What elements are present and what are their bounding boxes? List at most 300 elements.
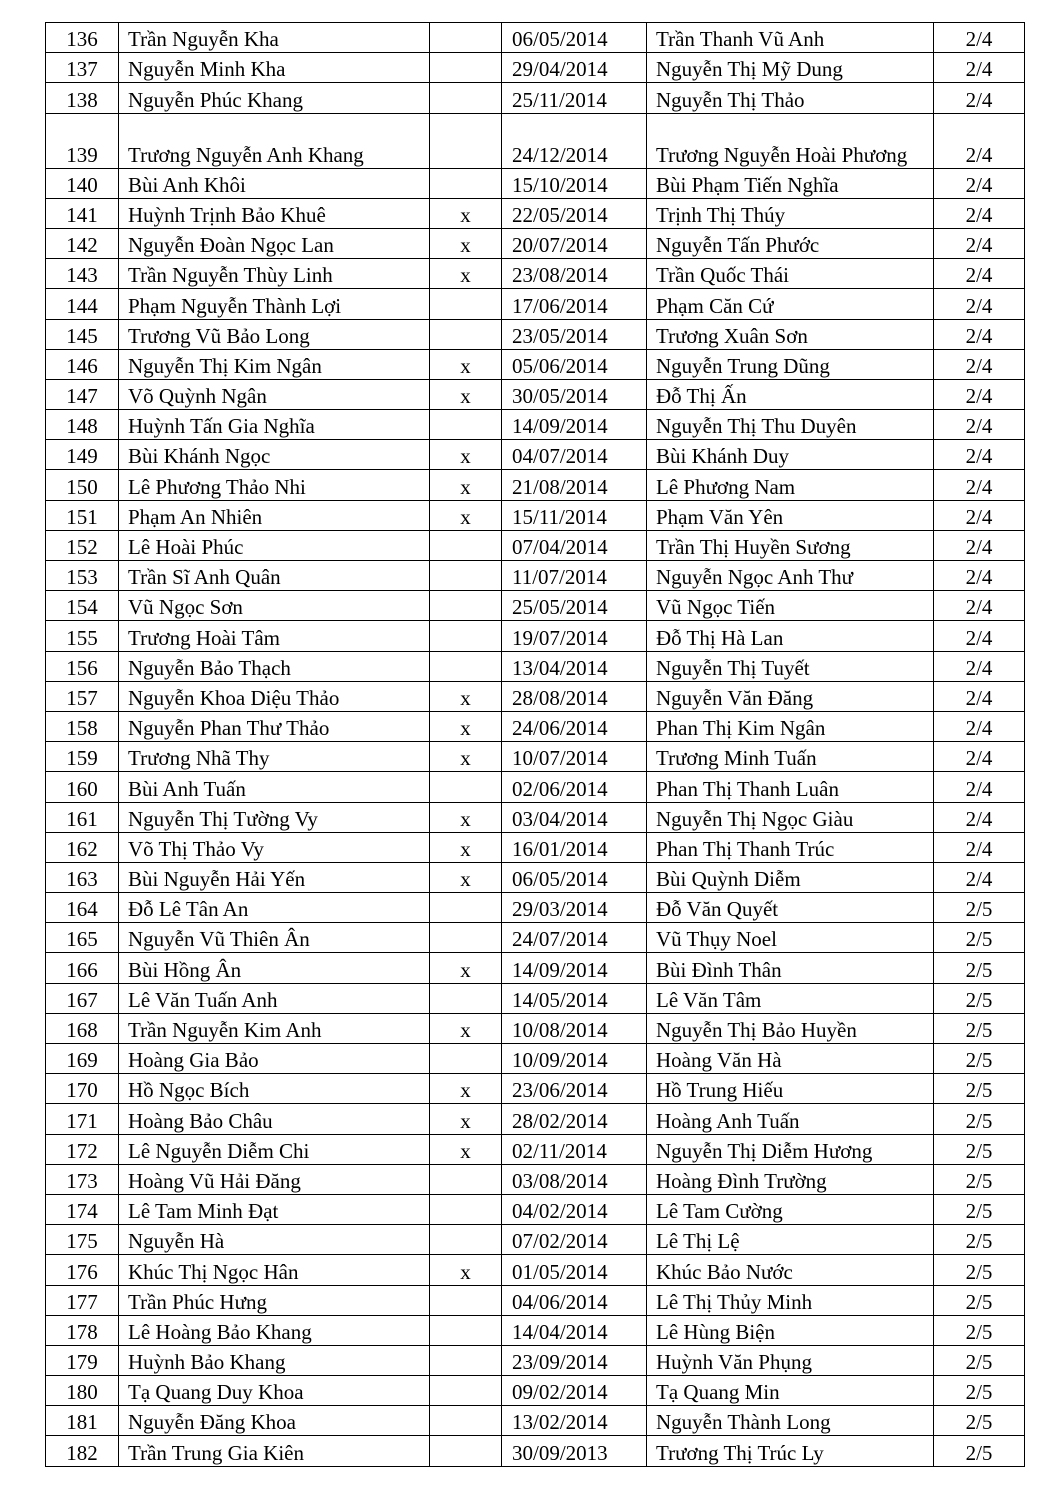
- class-label: 2/4: [934, 802, 1025, 832]
- table-row: [46, 711, 1025, 741]
- student-name: Nguyễn Đăng Khoa: [119, 1406, 430, 1436]
- student-name: Nguyễn Khoa Diệu Thảo: [119, 681, 430, 711]
- birth-date: 23/09/2014: [502, 1345, 647, 1375]
- class-label: 2/5: [934, 1194, 1025, 1224]
- birth-date: 24/07/2014: [502, 923, 647, 953]
- row-number: 159: [46, 742, 119, 772]
- student-name: Lê Nguyễn Diễm Chi: [119, 1134, 430, 1164]
- female-mark: x: [430, 379, 502, 409]
- student-name: Trần Trung Gia Kiên: [119, 1436, 430, 1466]
- student-name: Vũ Ngọc Sơn: [119, 591, 430, 621]
- table-row: [46, 742, 1025, 772]
- row-number: 175: [46, 1225, 119, 1255]
- class-label: 2/4: [934, 53, 1025, 83]
- parent-name: Trương Nguyễn Hoài Phương: [647, 113, 934, 168]
- female-mark: [430, 113, 502, 168]
- student-name: Nguyễn Minh Kha: [119, 53, 430, 83]
- parent-name: Hồ Trung Hiếu: [647, 1074, 934, 1104]
- class-label: 2/4: [934, 349, 1025, 379]
- row-number: 161: [46, 802, 119, 832]
- student-name: Bùi Anh Khôi: [119, 168, 430, 198]
- class-label: 2/4: [934, 379, 1025, 409]
- student-name: Huỳnh Bảo Khang: [119, 1345, 430, 1375]
- female-mark: [430, 772, 502, 802]
- female-mark: x: [430, 711, 502, 741]
- female-mark: [430, 1225, 502, 1255]
- class-label: 2/4: [934, 832, 1025, 862]
- student-name: Võ Quỳnh Ngân: [119, 379, 430, 409]
- female-mark: [430, 83, 502, 113]
- class-label: 2/5: [934, 1406, 1025, 1436]
- row-number: 147: [46, 379, 119, 409]
- table-row: [46, 349, 1025, 379]
- table-row: [46, 228, 1025, 258]
- row-number: 149: [46, 440, 119, 470]
- table-row: [46, 1436, 1025, 1466]
- class-label: 2/4: [934, 410, 1025, 440]
- birth-date: 15/10/2014: [502, 168, 647, 198]
- row-number: 143: [46, 259, 119, 289]
- student-name: Trần Nguyễn Kim Anh: [119, 1013, 430, 1043]
- row-number: 162: [46, 832, 119, 862]
- female-mark: x: [430, 1104, 502, 1134]
- birth-date: 10/07/2014: [502, 742, 647, 772]
- table-row: [46, 1044, 1025, 1074]
- student-name: Bùi Nguyễn Hải Yến: [119, 862, 430, 892]
- student-name: Nguyễn Thị Tường Vy: [119, 802, 430, 832]
- female-mark: x: [430, 228, 502, 258]
- parent-name: Bùi Quỳnh Diễm: [647, 862, 934, 892]
- row-number: 181: [46, 1406, 119, 1436]
- row-number: 163: [46, 862, 119, 892]
- student-list-table: [45, 22, 1025, 1467]
- row-number: 174: [46, 1194, 119, 1224]
- row-number: 141: [46, 198, 119, 228]
- birth-date: 04/07/2014: [502, 440, 647, 470]
- row-number: 142: [46, 228, 119, 258]
- table-row: [46, 1376, 1025, 1406]
- female-mark: x: [430, 681, 502, 711]
- table-row: [46, 1406, 1025, 1436]
- birth-date: 10/09/2014: [502, 1044, 647, 1074]
- birth-date: 29/03/2014: [502, 893, 647, 923]
- class-label: 2/4: [934, 23, 1025, 53]
- birth-date: 11/07/2014: [502, 561, 647, 591]
- birth-date: 23/05/2014: [502, 319, 647, 349]
- row-number: 138: [46, 83, 119, 113]
- birth-date: 13/02/2014: [502, 1406, 647, 1436]
- parent-name: Lê Thị Lệ: [647, 1225, 934, 1255]
- parent-name: Bùi Khánh Duy: [647, 440, 934, 470]
- student-name: Hoàng Vũ Hải Đăng: [119, 1164, 430, 1194]
- parent-name: Huỳnh Văn Phụng: [647, 1345, 934, 1375]
- female-mark: [430, 410, 502, 440]
- female-mark: [430, 53, 502, 83]
- birth-date: 14/09/2014: [502, 953, 647, 983]
- birth-date: 25/05/2014: [502, 591, 647, 621]
- female-mark: x: [430, 470, 502, 500]
- class-label: 2/5: [934, 893, 1025, 923]
- female-mark: [430, 983, 502, 1013]
- female-mark: x: [430, 259, 502, 289]
- parent-name: Trần Quốc Thái: [647, 259, 934, 289]
- row-number: 166: [46, 953, 119, 983]
- row-number: 155: [46, 621, 119, 651]
- student-name: Trương Nguyễn Anh Khang: [119, 113, 430, 168]
- female-mark: [430, 1436, 502, 1466]
- table-row: [46, 681, 1025, 711]
- birth-date: 14/04/2014: [502, 1315, 647, 1345]
- female-mark: x: [430, 742, 502, 772]
- birth-date: 02/11/2014: [502, 1134, 647, 1164]
- class-label: 2/5: [934, 1104, 1025, 1134]
- class-label: 2/5: [934, 1164, 1025, 1194]
- table-row: [46, 168, 1025, 198]
- female-mark: [430, 893, 502, 923]
- female-mark: [430, 561, 502, 591]
- parent-name: Nguyễn Thị Tuyết: [647, 651, 934, 681]
- class-label: 2/4: [934, 198, 1025, 228]
- table-row: [46, 198, 1025, 228]
- birth-date: 07/04/2014: [502, 530, 647, 560]
- row-number: 167: [46, 983, 119, 1013]
- row-number: 180: [46, 1376, 119, 1406]
- row-number: 160: [46, 772, 119, 802]
- table-row: [46, 83, 1025, 113]
- parent-name: Phan Thị Kim Ngân: [647, 711, 934, 741]
- birth-date: 28/08/2014: [502, 681, 647, 711]
- row-number: 139: [46, 113, 119, 168]
- female-mark: [430, 23, 502, 53]
- table-row: [46, 440, 1025, 470]
- row-number: 165: [46, 923, 119, 953]
- student-name: Hoàng Bảo Châu: [119, 1104, 430, 1134]
- parent-name: Lê Thị Thủy Minh: [647, 1285, 934, 1315]
- class-label: 2/4: [934, 621, 1025, 651]
- female-mark: x: [430, 802, 502, 832]
- student-name: Hồ Ngọc Bích: [119, 1074, 430, 1104]
- table-row: [46, 772, 1025, 802]
- table-row: [46, 23, 1025, 53]
- row-number: 151: [46, 500, 119, 530]
- table-row: [46, 530, 1025, 560]
- class-label: 2/5: [934, 1285, 1025, 1315]
- row-number: 156: [46, 651, 119, 681]
- parent-name: Đỗ Thị Ấn: [647, 379, 934, 409]
- table-row: [46, 113, 1025, 168]
- parent-name: Phan Thị Thanh Trúc: [647, 832, 934, 862]
- table-row: [46, 862, 1025, 892]
- class-label: 2/4: [934, 259, 1025, 289]
- table-row: [46, 289, 1025, 319]
- birth-date: 06/05/2014: [502, 862, 647, 892]
- table-row: [46, 470, 1025, 500]
- parent-name: Hoàng Anh Tuấn: [647, 1104, 934, 1134]
- birth-date: 17/06/2014: [502, 289, 647, 319]
- female-mark: [430, 1315, 502, 1345]
- class-label: 2/5: [934, 1074, 1025, 1104]
- parent-name: Trịnh Thị Thúy: [647, 198, 934, 228]
- class-label: 2/4: [934, 83, 1025, 113]
- birth-date: 23/06/2014: [502, 1074, 647, 1104]
- table-row: [46, 259, 1025, 289]
- parent-name: Nguyễn Thị Diễm Hương: [647, 1134, 934, 1164]
- parent-name: Nguyễn Thị Bảo Huyền: [647, 1013, 934, 1043]
- student-name: Lê Hoài Phúc: [119, 530, 430, 560]
- birth-date: 04/06/2014: [502, 1285, 647, 1315]
- parent-name: Phạm Văn Yên: [647, 500, 934, 530]
- female-mark: x: [430, 500, 502, 530]
- row-number: 171: [46, 1104, 119, 1134]
- row-number: 157: [46, 681, 119, 711]
- student-name: Phạm An Nhiên: [119, 500, 430, 530]
- parent-name: Hoàng Đình Trường: [647, 1164, 934, 1194]
- student-name: Huỳnh Tấn Gia Nghĩa: [119, 410, 430, 440]
- student-name: Huỳnh Trịnh Bảo Khuê: [119, 198, 430, 228]
- student-name: Bùi Anh Tuấn: [119, 772, 430, 802]
- class-label: 2/4: [934, 113, 1025, 168]
- female-mark: [430, 1194, 502, 1224]
- parent-name: Vũ Ngọc Tiến: [647, 591, 934, 621]
- student-name: Phạm Nguyễn Thành Lợi: [119, 289, 430, 319]
- row-number: 136: [46, 23, 119, 53]
- birth-date: 29/04/2014: [502, 53, 647, 83]
- birth-date: 03/04/2014: [502, 802, 647, 832]
- class-label: 2/4: [934, 681, 1025, 711]
- parent-name: Nguyễn Thị Thu Duyên: [647, 410, 934, 440]
- female-mark: x: [430, 440, 502, 470]
- birth-date: 13/04/2014: [502, 651, 647, 681]
- birth-date: 30/09/2013: [502, 1436, 647, 1466]
- female-mark: x: [430, 198, 502, 228]
- birth-date: 21/08/2014: [502, 470, 647, 500]
- student-name: Trần Sĩ Anh Quân: [119, 561, 430, 591]
- table-row: [46, 923, 1025, 953]
- student-name: Trần Nguyễn Kha: [119, 23, 430, 53]
- student-name: Trương Nhã Thy: [119, 742, 430, 772]
- student-name: Trương Vũ Bảo Long: [119, 319, 430, 349]
- row-number: 148: [46, 410, 119, 440]
- student-name: Lê Hoàng Bảo Khang: [119, 1315, 430, 1345]
- student-name: Tạ Quang Duy Khoa: [119, 1376, 430, 1406]
- row-number: 177: [46, 1285, 119, 1315]
- female-mark: [430, 1164, 502, 1194]
- birth-date: 22/05/2014: [502, 198, 647, 228]
- student-name: Hoàng Gia Bảo: [119, 1044, 430, 1074]
- row-number: 154: [46, 591, 119, 621]
- row-number: 158: [46, 711, 119, 741]
- table-row: [46, 983, 1025, 1013]
- birth-date: 09/02/2014: [502, 1376, 647, 1406]
- row-number: 144: [46, 289, 119, 319]
- birth-date: 15/11/2014: [502, 500, 647, 530]
- female-mark: [430, 319, 502, 349]
- table-row: [46, 379, 1025, 409]
- class-label: 2/4: [934, 862, 1025, 892]
- female-mark: x: [430, 1134, 502, 1164]
- student-name: Trần Phúc Hưng: [119, 1285, 430, 1315]
- female-mark: [430, 651, 502, 681]
- class-label: 2/4: [934, 500, 1025, 530]
- parent-name: Phạm Căn Cứ: [647, 289, 934, 319]
- row-number: 179: [46, 1345, 119, 1375]
- table-row: [46, 1315, 1025, 1345]
- class-label: 2/5: [934, 1255, 1025, 1285]
- row-number: 182: [46, 1436, 119, 1466]
- row-number: 140: [46, 168, 119, 198]
- class-label: 2/4: [934, 742, 1025, 772]
- female-mark: [430, 289, 502, 319]
- class-label: 2/4: [934, 470, 1025, 500]
- birth-date: 03/08/2014: [502, 1164, 647, 1194]
- female-mark: [430, 1285, 502, 1315]
- parent-name: Đỗ Văn Quyết: [647, 893, 934, 923]
- female-mark: [430, 1345, 502, 1375]
- table-row: [46, 591, 1025, 621]
- row-number: 172: [46, 1134, 119, 1164]
- parent-name: Nguyễn Thành Long: [647, 1406, 934, 1436]
- table-body: [46, 23, 1025, 1467]
- parent-name: Nguyễn Thị Ngọc Giàu: [647, 802, 934, 832]
- student-name: Nguyễn Vũ Thiên Ân: [119, 923, 430, 953]
- birth-date: 25/11/2014: [502, 83, 647, 113]
- class-label: 2/5: [934, 953, 1025, 983]
- class-label: 2/5: [934, 1315, 1025, 1345]
- student-name: Nguyễn Hà: [119, 1225, 430, 1255]
- table-row: [46, 832, 1025, 862]
- parent-name: Đỗ Thị Hà Lan: [647, 621, 934, 651]
- parent-name: Trương Xuân Sơn: [647, 319, 934, 349]
- parent-name: Trương Thị Trúc Ly: [647, 1436, 934, 1466]
- parent-name: Lê Hùng Biện: [647, 1315, 934, 1345]
- parent-name: Khúc Bảo Nước: [647, 1255, 934, 1285]
- female-mark: [430, 168, 502, 198]
- parent-name: Bùi Đình Thân: [647, 953, 934, 983]
- female-mark: [430, 530, 502, 560]
- student-name: Bùi Khánh Ngọc: [119, 440, 430, 470]
- student-name: Nguyễn Phúc Khang: [119, 83, 430, 113]
- table-row: [46, 651, 1025, 681]
- student-name: Trần Nguyễn Thùy Linh: [119, 259, 430, 289]
- class-label: 2/4: [934, 168, 1025, 198]
- class-label: 2/4: [934, 772, 1025, 802]
- class-label: 2/4: [934, 319, 1025, 349]
- class-label: 2/5: [934, 1376, 1025, 1406]
- class-label: 2/5: [934, 1225, 1025, 1255]
- student-name: Nguyễn Bảo Thạch: [119, 651, 430, 681]
- student-name: Nguyễn Phan Thư Thảo: [119, 711, 430, 741]
- row-number: 164: [46, 893, 119, 923]
- table-row: [46, 561, 1025, 591]
- birth-date: 01/05/2014: [502, 1255, 647, 1285]
- birth-date: 16/01/2014: [502, 832, 647, 862]
- row-number: 137: [46, 53, 119, 83]
- parent-name: Lê Tam Cường: [647, 1194, 934, 1224]
- birth-date: 19/07/2014: [502, 621, 647, 651]
- row-number: 150: [46, 470, 119, 500]
- parent-name: Bùi Phạm Tiến Nghĩa: [647, 168, 934, 198]
- birth-date: 04/02/2014: [502, 1194, 647, 1224]
- class-label: 2/5: [934, 1044, 1025, 1074]
- table-row: [46, 1255, 1025, 1285]
- table-row: [46, 319, 1025, 349]
- student-name: Đỗ Lê Tân An: [119, 893, 430, 923]
- student-name: Võ Thị Thảo Vy: [119, 832, 430, 862]
- parent-name: Trương Minh Tuấn: [647, 742, 934, 772]
- parent-name: Nguyễn Thị Mỹ Dung: [647, 53, 934, 83]
- table-row: [46, 1104, 1025, 1134]
- birth-date: 05/06/2014: [502, 349, 647, 379]
- female-mark: [430, 1044, 502, 1074]
- row-number: 176: [46, 1255, 119, 1285]
- table-row: [46, 410, 1025, 440]
- birth-date: 24/06/2014: [502, 711, 647, 741]
- table-row: [46, 893, 1025, 923]
- student-name: Lê Tam Minh Đạt: [119, 1194, 430, 1224]
- female-mark: x: [430, 832, 502, 862]
- female-mark: x: [430, 953, 502, 983]
- class-label: 2/4: [934, 591, 1025, 621]
- student-name: Trương Hoài Tâm: [119, 621, 430, 651]
- birth-date: 23/08/2014: [502, 259, 647, 289]
- birth-date: 07/02/2014: [502, 1225, 647, 1255]
- table-row: [46, 953, 1025, 983]
- table-row: [46, 1194, 1025, 1224]
- class-label: 2/5: [934, 1134, 1025, 1164]
- birth-date: 14/09/2014: [502, 410, 647, 440]
- female-mark: [430, 923, 502, 953]
- parent-name: Tạ Quang Min: [647, 1376, 934, 1406]
- class-label: 2/5: [934, 1013, 1025, 1043]
- table-row: [46, 500, 1025, 530]
- row-number: 152: [46, 530, 119, 560]
- student-name: Bùi Hồng Ân: [119, 953, 430, 983]
- class-label: 2/5: [934, 923, 1025, 953]
- female-mark: x: [430, 349, 502, 379]
- birth-date: 28/02/2014: [502, 1104, 647, 1134]
- student-name: Nguyễn Đoàn Ngọc Lan: [119, 228, 430, 258]
- row-number: 168: [46, 1013, 119, 1043]
- class-label: 2/4: [934, 228, 1025, 258]
- birth-date: 10/08/2014: [502, 1013, 647, 1043]
- female-mark: [430, 1376, 502, 1406]
- birth-date: 24/12/2014: [502, 113, 647, 168]
- female-mark: [430, 591, 502, 621]
- table-row: [46, 1134, 1025, 1164]
- class-label: 2/5: [934, 1345, 1025, 1375]
- female-mark: x: [430, 1255, 502, 1285]
- parent-name: Nguyễn Trung Dũng: [647, 349, 934, 379]
- parent-name: Vũ Thụy Noel: [647, 923, 934, 953]
- class-label: 2/4: [934, 530, 1025, 560]
- student-name: Lê Văn Tuấn Anh: [119, 983, 430, 1013]
- class-label: 2/4: [934, 561, 1025, 591]
- parent-name: Lê Phương Nam: [647, 470, 934, 500]
- female-mark: [430, 1406, 502, 1436]
- birth-date: 30/05/2014: [502, 379, 647, 409]
- row-number: 145: [46, 319, 119, 349]
- row-number: 153: [46, 561, 119, 591]
- female-mark: x: [430, 1074, 502, 1104]
- parent-name: Nguyễn Ngọc Anh Thư: [647, 561, 934, 591]
- table-row: [46, 802, 1025, 832]
- table-row: [46, 1225, 1025, 1255]
- class-label: 2/5: [934, 983, 1025, 1013]
- class-label: 2/4: [934, 289, 1025, 319]
- table-row: [46, 1074, 1025, 1104]
- parent-name: Phan Thị Thanh Luân: [647, 772, 934, 802]
- class-label: 2/4: [934, 440, 1025, 470]
